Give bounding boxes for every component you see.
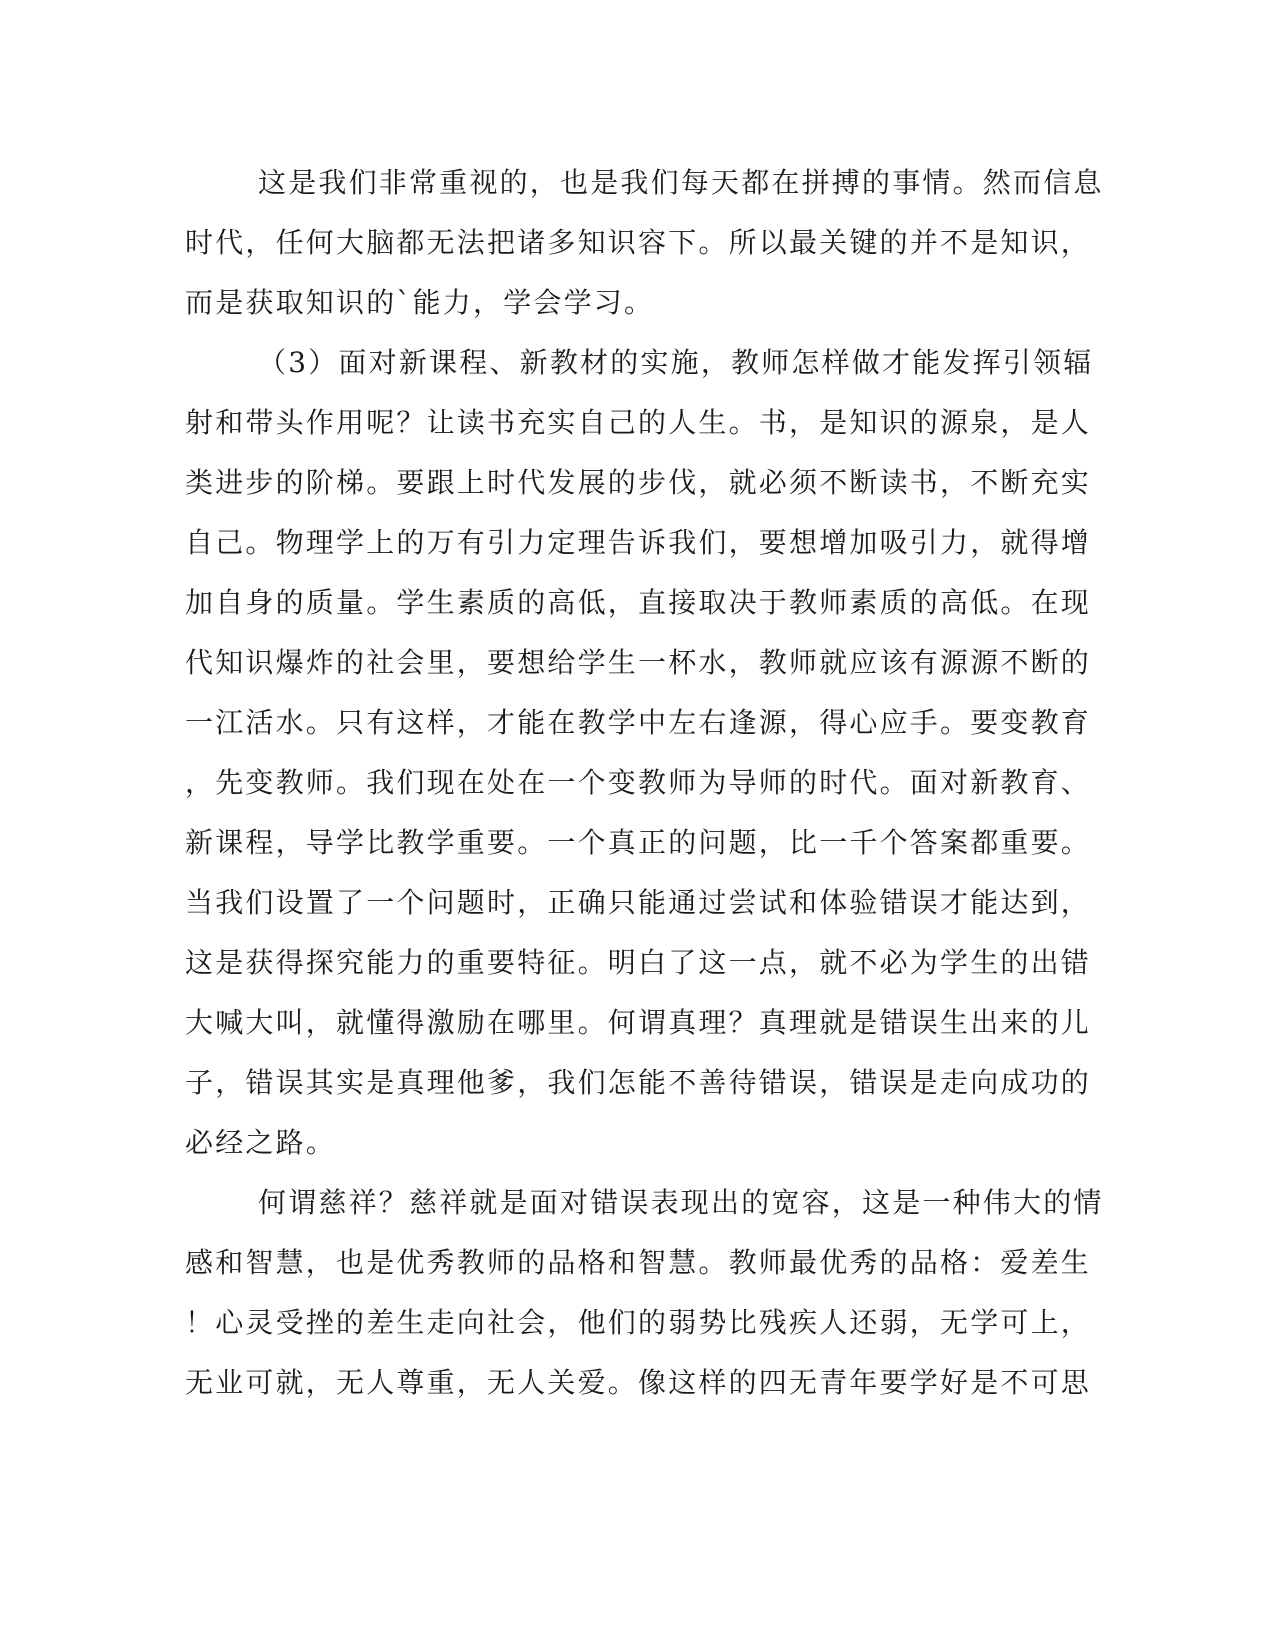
paragraph-1-line-2: 时代，任何大脑都无法把诸多知识容下。所以最关键的并不是知识， [185, 226, 1092, 259]
paragraph-2-line-8: ，先变教师。我们现在处在一个变教师为导师的时代。面对新教育、 [185, 766, 1092, 799]
paragraph-2-line-13: 子，错误其实是真理他爹，我们怎能不善待错误，错误是走向成功的 [185, 1066, 1092, 1099]
paragraph-2-line-12: 大喊大叫，就懂得激励在哪里。何谓真理？真理就是错误生出来的儿 [185, 1006, 1092, 1039]
paragraph-3-line-2: 感和智慧，也是优秀教师的品格和智慧。教师最优秀的品格：爱差生 [185, 1246, 1092, 1279]
paragraph-2-line-7: 一江活水。只有这样，才能在教学中左右逢源，得心应手。要变教育 [185, 706, 1092, 739]
paragraph-2-line-10: 当我们设置了一个问题时，正确只能通过尝试和体验错误才能达到， [185, 886, 1092, 919]
paragraph-3-line-4: 无业可就，无人尊重，无人关爱。像这样的四无青年要学好是不可思 [185, 1366, 1092, 1399]
paragraph-3-line-3: ！心灵受挫的差生走向社会，他们的弱势比残疾人还弱，无学可上， [185, 1306, 1092, 1339]
paragraph-2-line-1: （3）面对新课程、新教材的实施，教师怎样做才能发挥引领辐 [258, 346, 1094, 379]
paragraph-2-line-11: 这是获得探究能力的重要特征。明白了这一点，就不必为学生的出错 [185, 946, 1092, 979]
paragraph-2-line-4: 自己。物理学上的万有引力定理告诉我们，要想增加吸引力，就得增 [185, 526, 1092, 559]
paragraph-2-line-2: 射和带头作用呢？让读书充实自己的人生。书，是知识的源泉，是人 [185, 406, 1092, 439]
paragraph-2-line-9: 新课程，导学比教学重要。一个真正的问题，比一千个答案都重要。 [185, 826, 1092, 859]
paragraph-1-line-1: 这是我们非常重视的，也是我们每天都在拼搏的事情。然而信息 [258, 166, 1104, 199]
paragraph-2-line-6: 代知识爆炸的社会里，要想给学生一杯水，教师就应该有源源不断的 [185, 646, 1092, 679]
paragraph-2-line-3: 类进步的阶梯。要跟上时代发展的步伐，就必须不断读书，不断充实 [185, 466, 1092, 499]
paragraph-2-line-14: 必经之路。 [185, 1126, 337, 1159]
paragraph-1-line-3: 而是获取知识的`能力，学会学习。 [185, 286, 655, 319]
paragraph-3-line-1: 何谓慈祥？慈祥就是面对错误表现出的宽容，这是一种伟大的情 [258, 1186, 1104, 1219]
paragraph-2-line-5: 加自身的质量。学生素质的高低，直接取决于教师素质的高低。在现 [185, 586, 1092, 619]
